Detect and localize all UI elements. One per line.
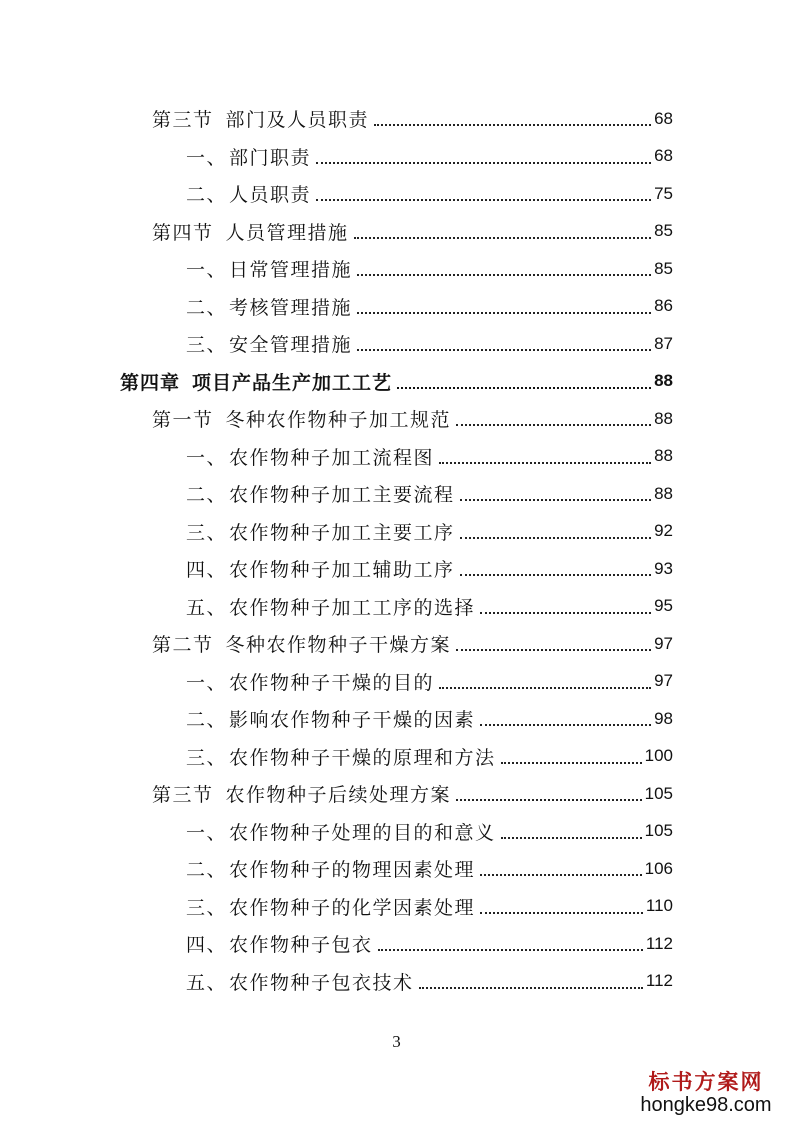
toc-entry-item [0,438,793,476]
watermark-name: 标书方案网 [648,1069,764,1094]
toc-entry-number: 第四节 [152,221,214,244]
dot-leader [357,311,651,314]
toc-entry-text: 冬种农作物种子加工规范 [225,409,452,432]
toc-entry-page: 112 [645,933,673,953]
toc-entry-text: 日常管理措施 [229,259,353,282]
toc-entry-page: 85 [654,258,673,278]
toc-entry-number: 三、 [186,334,228,357]
toc-entry-item [0,738,793,776]
dot-leader [397,386,651,389]
toc-entry-text: 农作物种子加工流程图 [229,446,435,469]
toc-entry-text: 农作物种子的化学因素处理 [229,896,476,919]
toc-entry-chapter [0,363,793,401]
toc-entry-page: 85 [654,221,673,241]
dot-leader [456,423,651,426]
toc-entry-item [0,813,793,851]
toc-entry-page: 112 [645,971,673,991]
toc-entry-title [186,968,416,995]
toc-entry-page: 93 [654,558,673,578]
toc-entry-number: 二、 [186,859,228,882]
dot-leader [460,536,652,539]
toc-entry-item [0,663,793,701]
toc-entry-section [0,213,793,251]
toc-entry-text: 农作物种子加工主要流程 [229,484,455,507]
toc-entry-item [0,925,793,963]
toc-entry-page: 88 [654,371,673,391]
dot-leader [316,161,651,164]
toc-entry-page: 86 [654,296,673,316]
toc-entry-page: 95 [654,596,673,616]
toc-entry-number: 三、 [186,746,228,769]
toc-entry-title [120,368,394,395]
toc-entry-number: 一、 [186,259,228,282]
toc-entry-page: 88 [654,408,673,428]
dot-leader [480,611,651,614]
toc-entry-number: 三、 [186,521,228,544]
toc-entry-page: 87 [654,333,673,353]
toc-entry-page: 100 [644,746,673,766]
toc-entry-title [186,818,498,845]
toc-entry-section [0,400,793,438]
toc-entry-number: 四、 [186,934,228,957]
toc-entry-item [0,175,793,213]
toc-entry-text: 农作物种子干燥的原理和方法 [229,746,496,769]
toc-entry-page: 68 [654,146,673,166]
toc-entry-title [186,330,354,357]
toc-entry-page: 75 [654,183,673,203]
toc-entry-item [0,475,793,513]
toc-entry-title [186,143,313,170]
toc-entry-page: 97 [654,633,673,653]
toc-entry-title [186,930,375,957]
dot-leader [501,761,642,764]
toc-entry-page: 98 [654,708,673,728]
toc-entry-item [0,250,793,288]
toc-entry-number: 第一节 [152,409,214,432]
toc-entry-title [186,668,436,695]
dot-leader [456,798,642,801]
toc-entry-text: 农作物种子处理的目的和意义 [229,821,496,844]
toc-entry-number: 五、 [186,596,228,619]
toc-entry-title [186,855,477,882]
toc-entry-text: 农作物种子包衣 [229,934,373,957]
toc-entry-page: 97 [654,671,673,691]
dot-leader [480,873,642,876]
watermark [631,1070,781,1116]
toc-entry-page: 68 [654,108,673,128]
toc-entry-title [186,705,477,732]
dot-leader [501,836,642,839]
dot-leader [354,236,652,239]
dot-leader [480,723,651,726]
toc-entry-text: 部门职责 [229,146,312,169]
toc-entry-text: 人员职责 [229,184,312,207]
dot-leader [460,573,652,576]
table-of-contents [0,100,793,1000]
toc-entry-page: 106 [644,858,673,878]
toc-entry-title [152,218,351,245]
toc-entry-section [0,775,793,813]
toc-entry-title [186,255,354,282]
toc-entry-title [152,630,453,657]
dot-leader [316,198,651,201]
watermark-url: hongke98.com [640,1094,772,1116]
toc-entry-page: 105 [644,821,673,841]
toc-entry-number: 二、 [186,184,228,207]
dot-leader [480,911,643,914]
toc-entry-title [186,593,477,620]
dot-leader [357,348,651,351]
toc-entry-text: 农作物种子加工辅助工序 [229,559,455,582]
toc-entry-text: 项目产品生产加工工艺 [192,371,393,394]
toc-entry-number: 二、 [186,709,228,732]
toc-entry-title [152,405,453,432]
toc-entry-text: 安全管理措施 [229,334,353,357]
toc-entry-text: 农作物种子干燥的目的 [229,671,435,694]
dot-leader [378,948,643,951]
toc-entry-title [186,293,354,320]
toc-entry-title [186,443,436,470]
toc-entry-page: 88 [654,446,673,466]
toc-entry-number: 五、 [186,971,228,994]
toc-entry-section [0,625,793,663]
toc-entry-text: 农作物种子后续处理方案 [225,784,452,807]
dot-leader [357,273,651,276]
toc-entry-item [0,325,793,363]
toc-entry-text: 农作物种子包衣技术 [229,971,414,994]
toc-entry-item [0,513,793,551]
toc-entry-item [0,700,793,738]
toc-entry-number: 二、 [186,296,228,319]
dot-leader [419,986,643,989]
toc-entry-number: 第四章 [120,371,181,394]
toc-entry-text: 农作物种子加工主要工序 [229,521,455,544]
toc-entry-item [0,138,793,176]
dot-leader [460,498,652,501]
toc-entry-text: 人员管理措施 [225,221,349,244]
toc-entry-title [186,555,457,582]
toc-entry-number: 第二节 [152,634,214,657]
toc-entry-page: 110 [645,896,673,916]
toc-entry-title [186,893,477,920]
toc-entry-number: 二、 [186,484,228,507]
toc-entry-title [152,780,453,807]
toc-entry-number: 三、 [186,896,228,919]
toc-entry-item [0,963,793,1001]
toc-entry-page: 92 [654,521,673,541]
toc-entry-number: 第三节 [152,784,214,807]
toc-entry-title [152,105,371,132]
toc-entry-title [186,480,457,507]
toc-entry-number: 第三节 [152,109,214,132]
dot-leader [456,648,651,651]
toc-entry-item [0,850,793,888]
toc-entry-text: 影响农作物种子干燥的因素 [229,709,476,732]
toc-entry-number: 一、 [186,446,228,469]
toc-entry-item [0,288,793,326]
page-number: 3 [392,1032,401,1051]
toc-entry-page: 105 [644,783,673,803]
toc-entry-item [0,588,793,626]
toc-entry-text: 农作物种子的物理因素处理 [229,859,476,882]
toc-entry-number: 一、 [186,146,228,169]
toc-entry-title [186,743,498,770]
toc-entry-number: 一、 [186,821,228,844]
toc-entry-item [0,888,793,926]
toc-entry-title [186,518,457,545]
toc-entry-section [0,100,793,138]
toc-entry-number: 四、 [186,559,228,582]
dot-leader [439,461,651,464]
toc-entry-page: 88 [654,483,673,503]
toc-entry-item [0,550,793,588]
toc-entry-text: 冬种农作物种子干燥方案 [225,634,452,657]
dot-leader [374,123,651,126]
toc-entry-text: 考核管理措施 [229,296,353,319]
dot-leader [439,686,651,689]
toc-entry-title [186,180,313,207]
toc-entry-number: 一、 [186,671,228,694]
toc-entry-text: 农作物种子加工工序的选择 [229,596,476,619]
toc-entry-text: 部门及人员职责 [225,109,370,132]
